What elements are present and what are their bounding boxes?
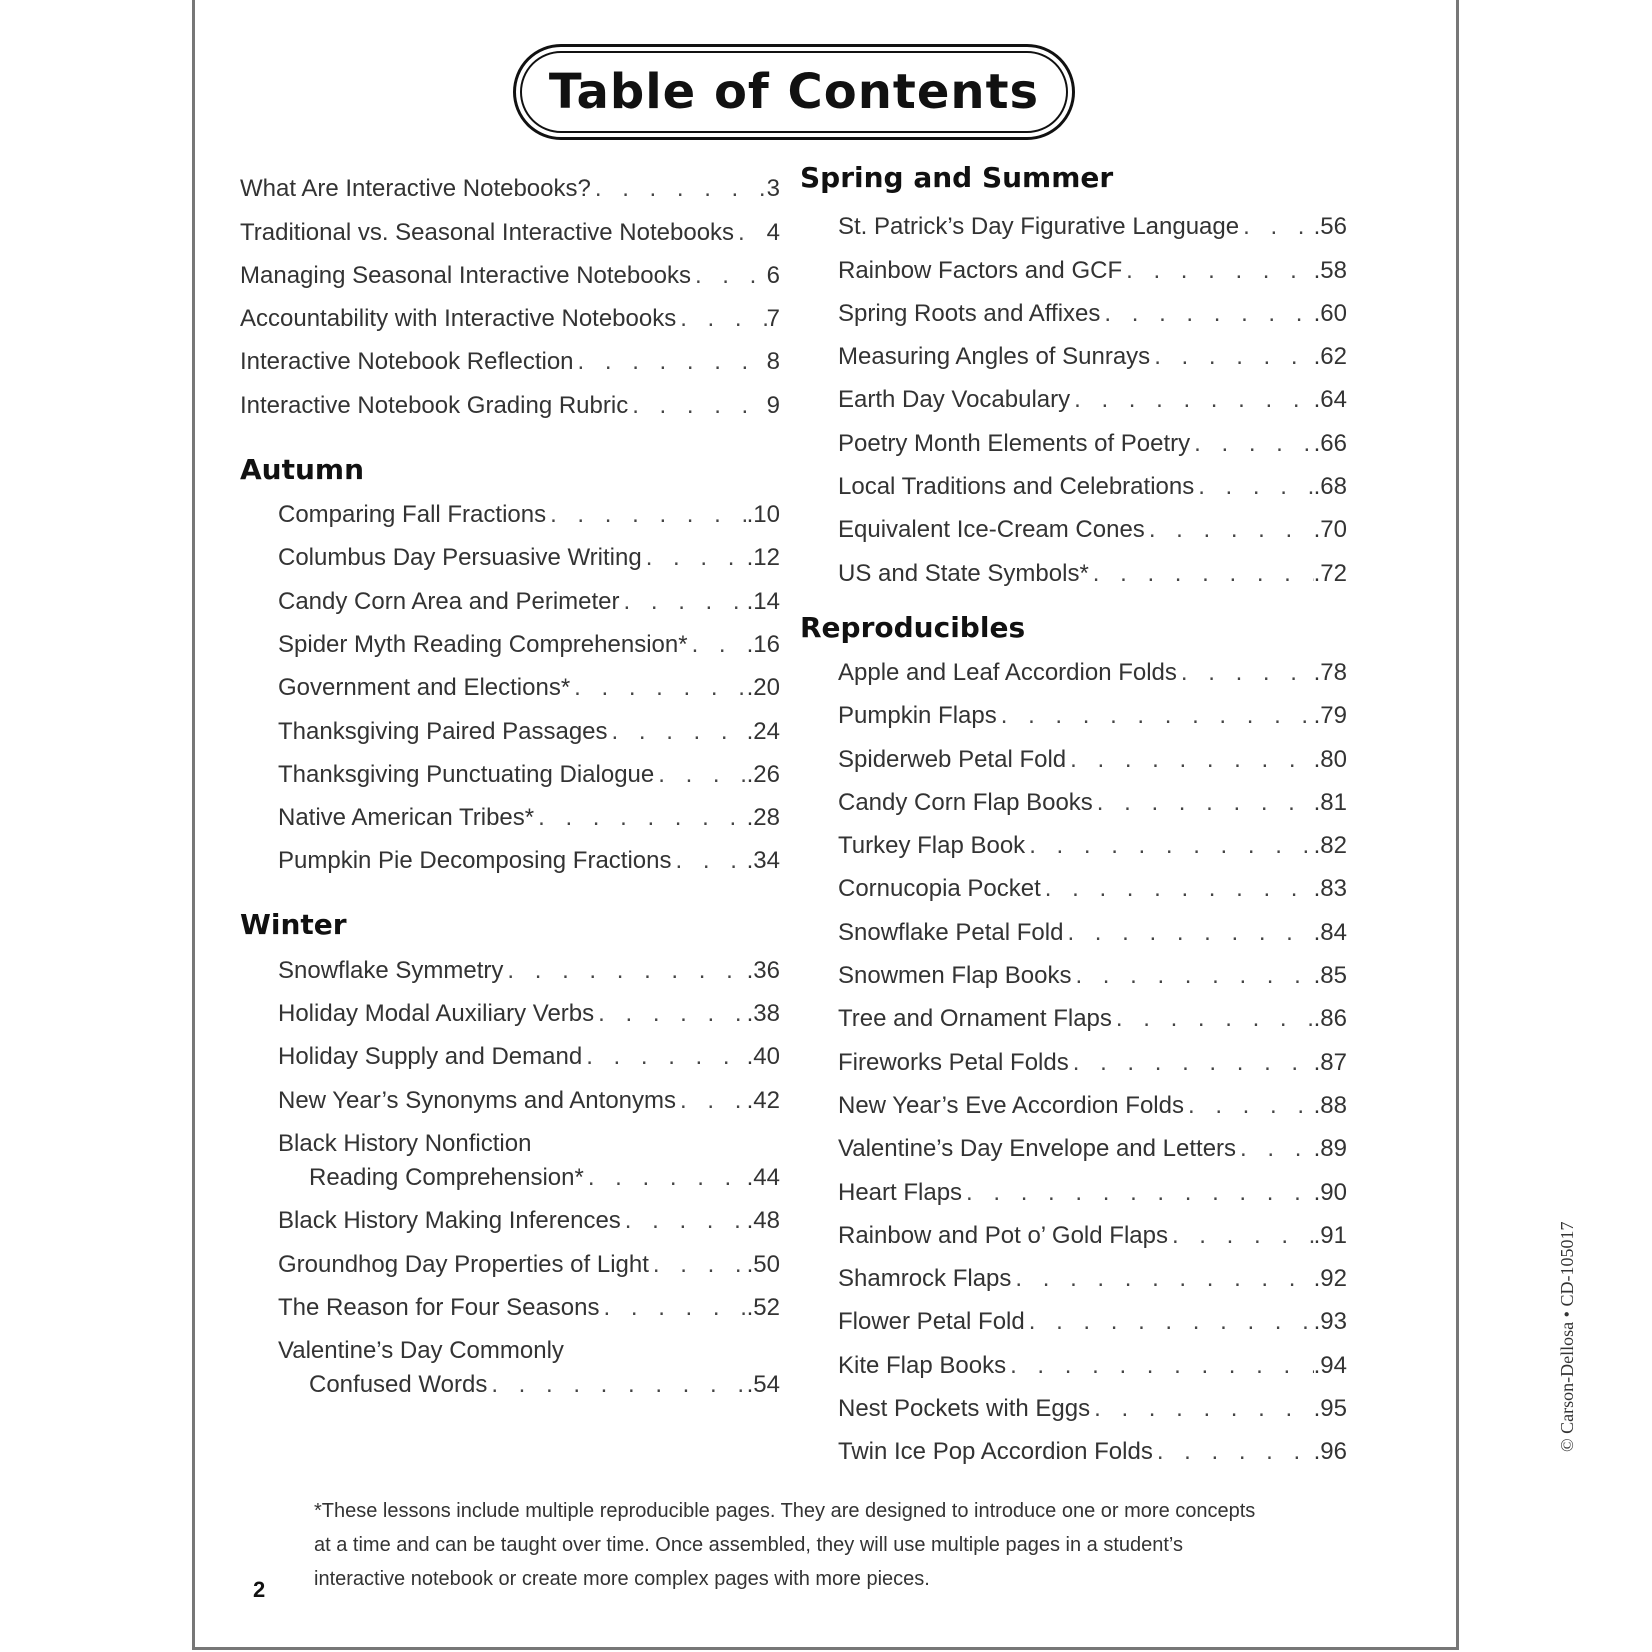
toc-entry: [240, 659, 780, 702]
dot-leader: [584, 1164, 747, 1192]
section-heading-autumn: Autumn: [240, 452, 365, 486]
entry-title: New Year’s Eve Accordion Folds: [838, 1091, 1184, 1119]
toc-entry: [800, 198, 1347, 241]
toc-entry: [800, 1077, 1347, 1120]
entry-title: US and State Symbols*: [838, 559, 1089, 587]
dot-leader: [1177, 659, 1314, 687]
section-heading-winter: Winter: [240, 908, 347, 942]
entry-title: Traditional vs. Seasonal Interactive Notebooks: [240, 218, 735, 246]
entry-page: .91: [1313, 1221, 1347, 1249]
spring-summer-list: [800, 198, 1347, 588]
entry-page: .81: [1313, 788, 1347, 816]
dot-leader: [487, 1371, 746, 1399]
entry-page: .20: [746, 674, 780, 702]
dot-leader: [591, 175, 767, 203]
entry-page: .83: [1313, 875, 1347, 903]
dot-leader: [1112, 1005, 1314, 1033]
dot-leader: [997, 702, 1314, 730]
dot-leader: [1194, 473, 1313, 501]
dot-leader: [1093, 789, 1314, 817]
title-banner-inner: [520, 51, 1068, 133]
entry-title: Poetry Month Elements of Poetry: [838, 429, 1191, 457]
toc-entry-line1: [240, 1115, 780, 1158]
entry-title: Confused Words: [309, 1371, 488, 1399]
toc-entry: [800, 371, 1347, 414]
dot-leader: [1025, 832, 1313, 860]
dot-leader: [1006, 1352, 1314, 1380]
entry-title: Government and Elections*: [278, 674, 571, 702]
entry-page: .28: [746, 804, 780, 832]
entry-title: Valentine’s Day Envelope and Letters: [838, 1135, 1237, 1163]
intro-list: [240, 160, 780, 420]
toc-entry: [240, 333, 780, 376]
dot-leader: [1070, 386, 1314, 414]
toc-entry: [800, 687, 1347, 730]
entry-title: Candy Corn Area and Perimeter: [278, 587, 620, 615]
entry-title: The Reason for Four Seasons: [278, 1293, 600, 1321]
entry-title: Turkey Flap Book: [838, 832, 1026, 860]
entry-page: .54: [746, 1371, 780, 1399]
entry-title: Native American Tribes*: [278, 804, 535, 832]
entry-title: Snowmen Flap Books: [838, 962, 1072, 990]
entry-title: Spiderweb Petal Fold: [838, 745, 1067, 773]
toc-entry: [240, 203, 780, 246]
toc-entry: [800, 414, 1347, 457]
toc-entry: [800, 1293, 1347, 1336]
toc-entry: [800, 774, 1347, 817]
entry-page: .24: [746, 717, 780, 745]
entry-title: Nest Pockets with Eggs: [838, 1395, 1091, 1423]
dot-leader: [1069, 1049, 1314, 1077]
entry-page: .88: [1313, 1091, 1347, 1119]
entry-title: Columbus Day Persuasive Writing: [278, 544, 642, 572]
title-banner: [513, 44, 1075, 140]
entry-title: Thanksgiving Punctuating Dialogue: [278, 760, 655, 788]
entry-title: Managing Seasonal Interactive Notebooks: [240, 261, 691, 289]
entry-page: .93: [1313, 1308, 1347, 1336]
toc-entry: [800, 1207, 1347, 1250]
entry-page: .70: [1313, 516, 1347, 544]
entry-page: .95: [1313, 1395, 1347, 1423]
toc-entry: [800, 1380, 1347, 1423]
toc-entry: [800, 1423, 1347, 1466]
entry-title: Comparing Fall Fractions: [278, 501, 547, 529]
entry-page: .87: [1313, 1048, 1347, 1076]
entry-title: Interactive Notebook Reflection: [240, 348, 574, 376]
entry-page: 6: [766, 261, 780, 289]
dot-leader: [1168, 1222, 1314, 1250]
footnote-line: interactive notebook or create more complex pages with more pieces.: [314, 1568, 930, 1590]
dot-leader: [1100, 300, 1313, 328]
entry-title: Equivalent Ice-Cream Cones: [838, 516, 1145, 544]
toc-entry: [240, 1279, 780, 1322]
dot-leader: [621, 1207, 747, 1235]
dot-leader: [1190, 430, 1313, 458]
entry-page: 4: [766, 218, 780, 246]
toc-entry: [240, 832, 780, 875]
toc-entry: [240, 160, 780, 203]
winter-list: [240, 941, 780, 1399]
dot-leader: [1090, 1395, 1314, 1423]
entry-page: .52: [746, 1293, 780, 1321]
toc-entry: [800, 947, 1347, 990]
reproducibles-list: [800, 644, 1347, 1467]
dot-leader: [600, 1294, 747, 1322]
dot-leader: [688, 631, 747, 659]
page-title: Table of Contents: [548, 64, 1040, 120]
entry-title: Snowflake Symmetry: [278, 956, 504, 984]
dot-leader: [620, 588, 747, 616]
toc-entry: [800, 501, 1347, 544]
toc-entry: [240, 746, 780, 789]
entry-page: .10: [746, 501, 780, 529]
dot-leader: [642, 544, 747, 572]
dot-leader: [1089, 560, 1314, 588]
entry-page: .84: [1313, 918, 1347, 946]
dot-leader: [1145, 516, 1314, 544]
copyright-notice: © Carson-Dellosa • CD-105017: [1557, 1221, 1577, 1452]
entry-page: .89: [1313, 1135, 1347, 1163]
entry-page: .36: [746, 956, 780, 984]
entry-title: Apple and Leaf Accordion Folds: [838, 658, 1177, 686]
entry-title: Holiday Modal Auxiliary Verbs: [278, 1000, 595, 1028]
toc-entry: [800, 903, 1347, 946]
entry-title: Candy Corn Flap Books: [838, 788, 1093, 816]
entry-page: .82: [1313, 832, 1347, 860]
entry-title: Reading Comprehension*: [309, 1163, 584, 1191]
entry-page: .64: [1313, 386, 1347, 414]
entry-page: .72: [1313, 559, 1347, 587]
entry-title: Kite Flap Books: [838, 1351, 1007, 1379]
footnote-line: at a time and can be taught over time. Once assembled, they will use multiple pages in a student’s: [314, 1534, 1184, 1556]
toc-entry: [800, 644, 1347, 687]
dot-leader: [594, 1000, 746, 1028]
toc-entry: [800, 1163, 1347, 1206]
dot-leader: [1041, 875, 1314, 903]
toc-left-column: [240, 160, 780, 1399]
dot-leader: [962, 1179, 1314, 1207]
entry-page: .92: [1313, 1265, 1347, 1293]
entry-page: .79: [1313, 702, 1347, 730]
entry-title: Measuring Angles of Sunrays: [838, 343, 1151, 371]
entry-title: Groundhog Day Properties of Light: [278, 1250, 649, 1278]
entry-page: .58: [1313, 256, 1347, 284]
document-page: [192, 0, 1577, 1650]
entry-page: .80: [1313, 745, 1347, 773]
toc-entry: [800, 328, 1347, 371]
entry-title: St. Patrick’s Day Figurative Language: [838, 213, 1240, 241]
entry-page: .86: [1313, 1005, 1347, 1033]
section-heading-reproducibles: Reproducibles: [800, 610, 1026, 644]
entry-page: .85: [1313, 962, 1347, 990]
toc-entry: [240, 789, 780, 832]
entry-page: .26: [746, 760, 780, 788]
entry-page: .48: [746, 1207, 780, 1235]
entry-title: Local Traditions and Celebrations: [838, 473, 1195, 501]
entry-title: Thanksgiving Paired Passages: [278, 717, 608, 745]
toc-entry: [800, 285, 1347, 328]
toc-entry: [240, 1235, 780, 1278]
entry-page: 8: [766, 348, 780, 376]
entry-page: .66: [1313, 429, 1347, 457]
entry-page: 9: [766, 391, 780, 419]
entry-title: Spring Roots and Affixes: [838, 299, 1101, 327]
toc-entry: [240, 572, 780, 615]
entry-page: .96: [1313, 1438, 1347, 1466]
dot-leader: [628, 392, 766, 420]
entry-title: Spider Myth Reading Comprehension*: [278, 630, 688, 658]
toc-entry-line2: [240, 1365, 780, 1399]
entry-title: Pumpkin Pie Decomposing Fractions: [278, 847, 672, 875]
dot-leader: [676, 305, 766, 333]
dot-leader: [734, 219, 767, 247]
entry-page: 7: [766, 305, 780, 333]
toc-entry: [800, 990, 1347, 1033]
dot-leader: [582, 1043, 746, 1071]
entry-title: What Are Interactive Notebooks?: [240, 175, 591, 203]
entry-page: .44: [746, 1163, 780, 1191]
entry-page: .42: [746, 1086, 780, 1114]
toc-entry: [800, 730, 1347, 773]
entry-page: .94: [1313, 1351, 1347, 1379]
dot-leader: [1153, 1438, 1314, 1466]
entry-title: Fireworks Petal Folds: [838, 1048, 1069, 1076]
entry-title: Interactive Notebook Grading Rubric: [240, 391, 629, 419]
dot-leader: [503, 957, 746, 985]
toc-entry: [240, 1192, 780, 1235]
dot-leader: [1071, 962, 1313, 990]
dot-leader: [691, 262, 767, 290]
entry-page: .34: [746, 847, 780, 875]
entry-title: Black History Nonfiction: [278, 1129, 532, 1157]
entry-page: .12: [746, 544, 780, 572]
entry-title: Shamrock Flaps: [838, 1265, 1012, 1293]
dot-leader: [1025, 1308, 1314, 1336]
entry-title: Rainbow and Pot o’ Gold Flaps: [838, 1221, 1168, 1249]
toc-entry-line2: [240, 1158, 780, 1192]
entry-page: .38: [746, 1000, 780, 1028]
toc-entry: [240, 985, 780, 1028]
entry-page: 3: [766, 175, 780, 203]
dot-leader: [1236, 1135, 1314, 1163]
dot-leader: [1066, 746, 1313, 774]
dot-leader: [534, 804, 747, 832]
toc-entry: [800, 860, 1347, 903]
autumn-list: [240, 486, 780, 876]
toc-entry: [800, 458, 1347, 501]
dot-leader: [1063, 919, 1313, 947]
toc-entry: [800, 1336, 1347, 1379]
entry-page: .40: [746, 1043, 780, 1071]
dot-leader: [546, 501, 747, 529]
dot-leader: [649, 1251, 747, 1279]
toc-entry: [240, 702, 780, 745]
entry-title: Snowflake Petal Fold: [838, 918, 1064, 946]
entry-page: .62: [1313, 343, 1347, 371]
entry-title: New Year’s Synonyms and Antonyms: [278, 1086, 677, 1114]
toc-entry: [800, 1033, 1347, 1076]
entry-title: Earth Day Vocabulary: [838, 386, 1071, 414]
toc-entry: [800, 1250, 1347, 1293]
toc-entry: [800, 817, 1347, 860]
dot-leader: [1184, 1092, 1314, 1120]
footnote-line: *These lessons include multiple reproducible pages. They are designed to introduce one or more concepts: [314, 1500, 1256, 1522]
dot-leader: [1150, 343, 1313, 371]
dot-leader: [608, 718, 747, 746]
dot-leader: [1011, 1265, 1313, 1293]
entry-title: Twin Ice Pop Accordion Folds: [838, 1438, 1153, 1466]
dot-leader: [1122, 257, 1314, 285]
entry-title: Flower Petal Fold: [838, 1308, 1025, 1336]
dot-leader: [1239, 213, 1314, 241]
toc-entry: [240, 376, 780, 419]
dot-leader: [570, 674, 746, 702]
toc-entry: [800, 544, 1347, 587]
toc-entry: [240, 486, 780, 529]
entry-title: Tree and Ornament Flaps: [838, 1005, 1112, 1033]
toc-entry: [800, 241, 1347, 284]
entry-title: Accountability with Interactive Notebooks: [240, 305, 677, 333]
toc-entry: [240, 616, 780, 659]
dot-leader: [676, 1087, 747, 1115]
entry-title: Black History Making Inferences: [278, 1207, 621, 1235]
toc-entry: [240, 290, 780, 333]
entry-title: Rainbow Factors and GCF: [838, 256, 1123, 284]
entry-page: .56: [1313, 213, 1347, 241]
entry-page: .50: [746, 1250, 780, 1278]
entry-title: Pumpkin Flaps: [838, 702, 997, 730]
entry-title: Cornucopia Pocket: [838, 875, 1041, 903]
dot-leader: [574, 348, 767, 376]
entry-page: .60: [1313, 299, 1347, 327]
footnote: [314, 1494, 1274, 1596]
entry-title: Valentine’s Day Commonly: [278, 1337, 564, 1365]
toc-entry: [240, 941, 780, 984]
toc-entry: [240, 529, 780, 572]
entry-title: Heart Flaps: [838, 1178, 963, 1206]
dot-leader: [672, 847, 747, 875]
toc-entry-line1: [240, 1322, 780, 1365]
entry-page: .16: [746, 630, 780, 658]
entry-page: .14: [746, 587, 780, 615]
entry-page: .90: [1313, 1178, 1347, 1206]
toc-entry: [240, 247, 780, 290]
entry-page: .68: [1313, 473, 1347, 501]
toc-entry: [240, 1071, 780, 1114]
entry-title: Holiday Supply and Demand: [278, 1043, 583, 1071]
entry-page: .78: [1313, 658, 1347, 686]
dot-leader: [654, 761, 746, 789]
toc-entry: [240, 1028, 780, 1071]
toc-right-column: [800, 160, 1347, 1466]
section-heading-spring-summer: Spring and Summer: [800, 161, 1114, 194]
toc-entry: [800, 1120, 1347, 1163]
page-number: 2: [253, 1577, 266, 1602]
